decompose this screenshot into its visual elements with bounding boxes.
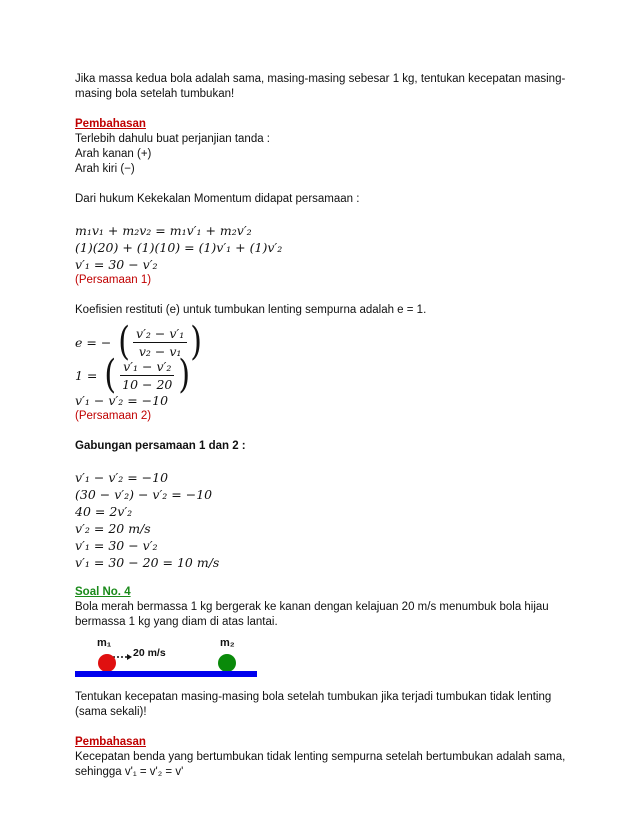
pembahasan-2-text: Kecepatan benda yang bertumbukan tidak lenting sempurna setelah bertumbukan adalah sama, sehingga v'₁ = v'₂ = v' bbox=[75, 751, 566, 778]
soal-4-question: Tentukan kecepatan masing-masing bola setelah tumbukan jika terjadi tumbukan tidak lenting (sama sekali)! bbox=[75, 691, 552, 718]
substitution-numerator: v′₁ − v′₂ bbox=[120, 359, 174, 376]
green-ball bbox=[218, 654, 236, 672]
m2-label: m₂ bbox=[220, 637, 235, 649]
restitution-lhs: e = − bbox=[75, 335, 112, 350]
restitution-text: Koefisien restituti (e) untuk tumbukan lenting sempurna adalah e = 1. bbox=[75, 304, 427, 316]
pembahasan-heading: Pembahasan bbox=[75, 118, 146, 130]
velocity-arrow-head bbox=[127, 654, 132, 660]
combined-step-2: (30 − v′₂) − v′₂ = −10 bbox=[75, 487, 213, 502]
momentum-equation-2: (1)(20) + (1)(10) = (1)v′₁ + (1)v′₂ bbox=[75, 240, 283, 255]
intro-text: Jika massa kedua bola adalah sama, masing-masing sebesar 1 kg, tentukan kecepatan masing-masing bola setelah tumbukan! bbox=[75, 73, 566, 100]
left-direction-text: Arah kiri (−) bbox=[75, 163, 135, 175]
restitution-substitution: 1 = ( $\frac{\text{v′₁ − v′₂}}{10 - 20}$ ) bbox=[75, 352, 191, 398]
red-ball bbox=[98, 654, 116, 672]
collision-diagram bbox=[75, 636, 275, 681]
restitution-numerator: v′₂ − v′₁ bbox=[133, 326, 187, 343]
restitution-formula: e = − ( $\frac{\text{v′₂ − v′₁}}{\text{v₂ − v₁}}$ ) bbox=[75, 319, 202, 365]
pembahasan-2-heading: Pembahasan bbox=[75, 736, 146, 748]
soal-4-heading: Soal No. 4 bbox=[75, 586, 131, 598]
speed-label: 20 m/s bbox=[133, 647, 166, 659]
combined-step-5: v′₁ = 30 − v′₂ bbox=[75, 538, 158, 553]
combination-heading: Gabungan persamaan 1 dan 2 : bbox=[75, 440, 246, 452]
combined-step-3: 40 = 2v′₂ bbox=[75, 504, 133, 519]
restitution-result: v′₁ − v′₂ = −10 bbox=[75, 393, 169, 408]
sign-convention-text: Terlebih dahulu buat perjanjian tanda : bbox=[75, 133, 271, 145]
right-direction-text: Arah kanan (+) bbox=[75, 148, 152, 160]
combined-step-1: v′₁ − v′₂ = −10 bbox=[75, 470, 169, 485]
combined-step-6: v′₁ = 30 − 20 = 10 m/s bbox=[75, 555, 220, 570]
equation-1-label: (Persamaan 1) bbox=[75, 274, 152, 286]
m1-label: m₁ bbox=[97, 637, 112, 649]
momentum-text: Dari hukum Kekekalan Momentum didapat persamaan : bbox=[75, 193, 360, 205]
equation-2-label: (Persamaan 2) bbox=[75, 410, 152, 422]
substitution-denominator: 10 − 20 bbox=[122, 377, 173, 392]
substitution-lhs: 1 = bbox=[75, 368, 98, 383]
combined-step-4: v′₂ = 20 m/s bbox=[75, 521, 151, 536]
soal-4-text: Bola merah bermassa 1 kg bergerak ke kanan dengan kelajuan 20 m/s menumbuk bola hijau bermassa 1 kg yang diam di atas lantai. bbox=[75, 601, 549, 628]
document-page bbox=[75, 72, 575, 780]
momentum-equation-3: v′₁ = 30 − v′₂ bbox=[75, 257, 158, 272]
restitution-denominator: v₂ − v₁ bbox=[138, 344, 182, 359]
floor bbox=[75, 671, 257, 677]
momentum-equation-1: m₁v₁ + m₂v₂ = m₁v′₁ + m₂v′₂ bbox=[75, 223, 252, 238]
